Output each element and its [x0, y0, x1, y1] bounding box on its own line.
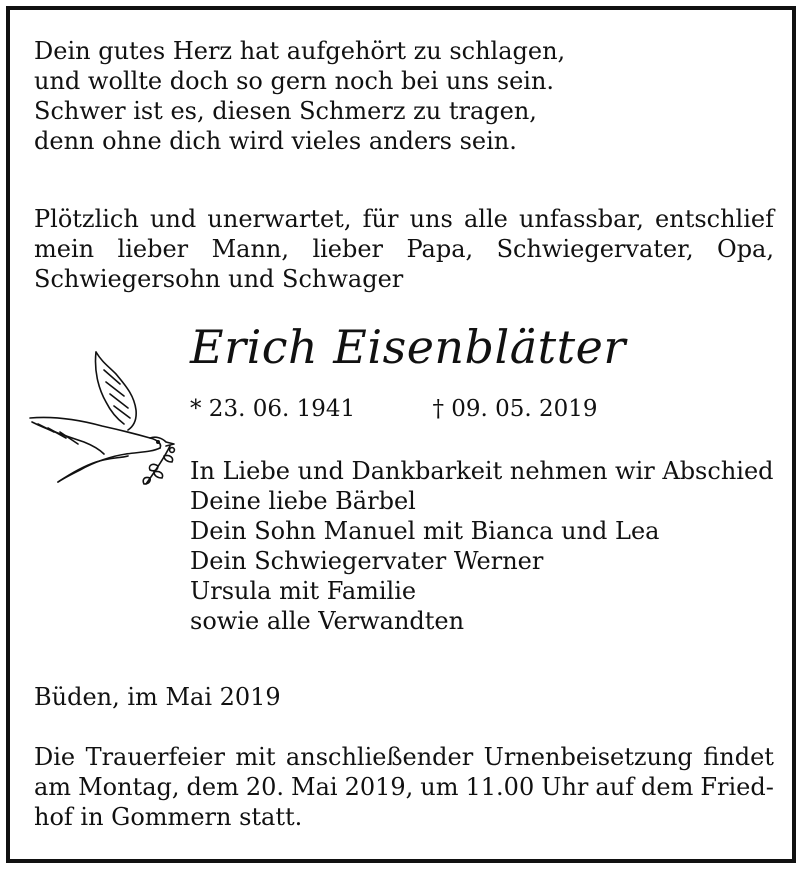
death-date: † 09. 05. 2019	[432, 396, 598, 422]
poem	[34, 36, 565, 156]
service-word: auf	[595, 773, 635, 801]
intro-word: Papa,	[406, 235, 474, 263]
service-word: 2019,	[344, 773, 414, 801]
intro-word: mein	[34, 235, 95, 263]
intro-word: entschlief	[655, 205, 774, 233]
service-word: anschließender	[285, 743, 474, 771]
service-word: dem	[641, 773, 694, 801]
mourner-line: sowie alle Verwandten	[190, 607, 465, 635]
mourner-line: Deine liebe Bärbel	[190, 487, 416, 515]
service-word: am	[34, 773, 72, 801]
service-word: 20.	[245, 773, 285, 801]
service-word: findet	[703, 743, 774, 771]
intro-word: für	[362, 205, 399, 233]
intro-paragraph	[34, 204, 774, 294]
intro-word: lieber	[312, 235, 384, 263]
service-word: Fried-	[700, 773, 774, 801]
service-word: um	[420, 773, 459, 801]
intro-word: und	[149, 205, 197, 233]
obituary-notice	[6, 6, 796, 863]
deceased-name: Erich Eisenblätter	[190, 320, 626, 374]
poem-line: denn ohne dich wird vieles anders sein.	[34, 127, 517, 155]
service-line	[34, 742, 774, 772]
intro-word: Opa,	[717, 235, 774, 263]
service-line	[34, 772, 774, 802]
service-word: Urnenbeisetzung	[483, 743, 693, 771]
service-word: 11.00	[465, 773, 535, 801]
place-date: Büden, im Mai 2019	[34, 683, 281, 711]
mourner-line: Ursula mit Familie	[190, 577, 417, 605]
mourner-line: Dein Sohn Manuel mit Bianca und Lea	[190, 517, 660, 545]
service-word: mit	[235, 743, 276, 771]
intro-word: unerwartet,	[207, 205, 352, 233]
service-word: Uhr	[541, 773, 589, 801]
intro-line: Schwiegersohn und Schwager	[34, 265, 404, 293]
intro-word: unfassbar,	[519, 205, 644, 233]
intro-word: Schwiegervater,	[496, 235, 694, 263]
service-word: Montag,	[78, 773, 180, 801]
intro-line	[34, 204, 774, 234]
intro-word: uns	[409, 205, 453, 233]
intro-word: alle	[463, 205, 508, 233]
intro-word: Plötzlich	[34, 205, 139, 233]
funeral-service-info	[34, 742, 774, 832]
intro-word: Mann,	[211, 235, 289, 263]
poem-line: und wollte doch so gern noch bei uns sein.	[34, 67, 555, 95]
service-word: Trauerfeier	[85, 743, 225, 771]
service-word: Mai	[291, 773, 338, 801]
service-word: Die	[34, 743, 76, 771]
mourners-list	[190, 456, 774, 636]
intro-line	[34, 234, 774, 264]
intro-word: lieber	[117, 235, 189, 263]
mourner-line: In Liebe und Dankbarkeit nehmen wir Abschied	[190, 457, 774, 485]
service-word: dem	[186, 773, 239, 801]
dove-illustration	[24, 340, 184, 490]
service-line: hof in Gommern statt.	[34, 803, 303, 831]
mourner-line: Dein Schwiegervater Werner	[190, 547, 544, 575]
poem-line: Dein gutes Herz hat aufgehört zu schlagen,	[34, 37, 566, 65]
birth-date: * 23. 06. 1941	[190, 396, 356, 422]
life-dates	[190, 394, 598, 424]
poem-line: Schwer ist es, diesen Schmerz zu tragen,	[34, 97, 537, 125]
